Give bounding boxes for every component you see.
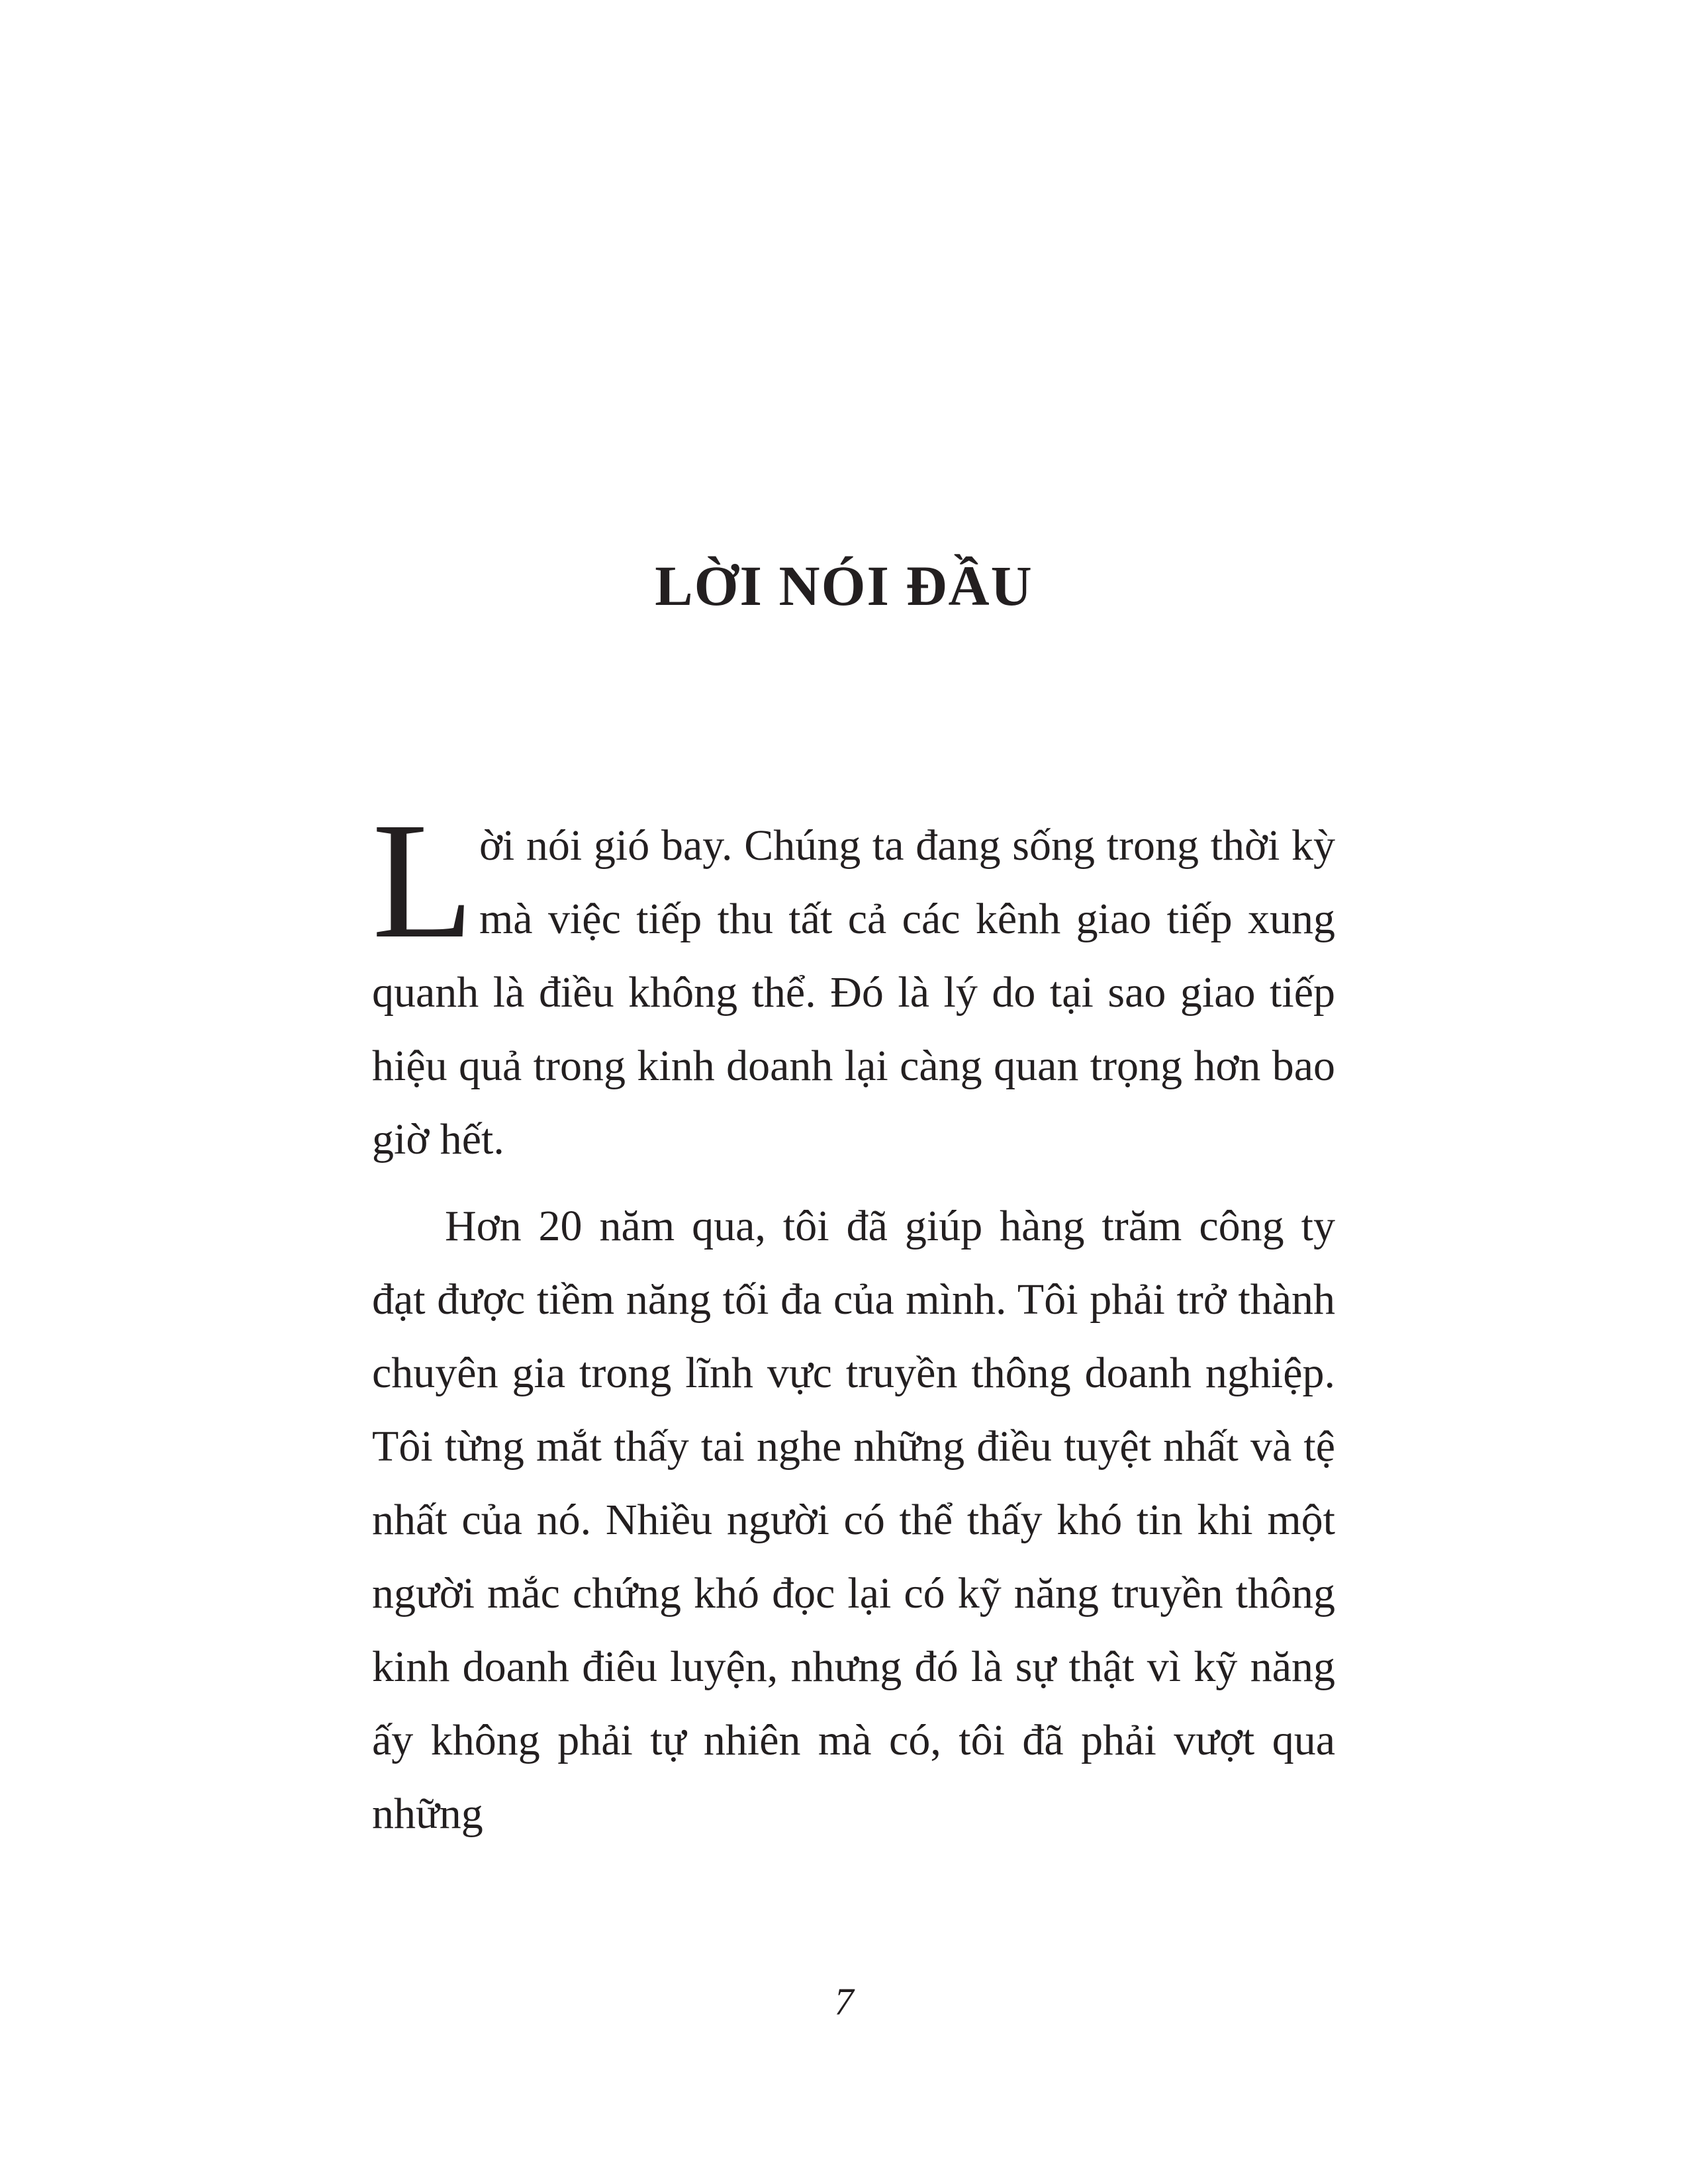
chapter-title: LỜI NÓI ĐẦU bbox=[655, 554, 1033, 617]
page-number: 7 bbox=[834, 1980, 854, 2023]
drop-cap: L bbox=[372, 788, 474, 973]
paragraph-second: Hơn 20 năm qua, tôi đã giúp hàng trăm công ty đạt được tiềm năng tối đa của mình. Tôi phải trở thành chuyên gia trong lĩnh vực truyền thông doanh nghiệp. Tôi từng mắt thấy tai nghe những điều tuyệt nhất và tệ nhất của nó. Nhiều người có thể thấy khó tin khi một người mắc chứng khó đọc lại có kỹ năng truyền thông kinh doanh điêu luyện, nhưng đó là sự thật vì kỹ năng ấy không phải tự nhiên mà có, tôi đã phải vượt qua những bbox=[372, 1202, 1335, 1838]
paragraph-intro bbox=[372, 788, 1335, 1176]
body-text bbox=[372, 788, 1335, 1850]
paragraph-intro-text: ời nói gió bay. Chúng ta đang sống trong thời kỳ mà việc tiếp thu tất cả các kênh giao tiếp xung quanh là điều không thể. Đó là lý do tại sao giao tiếp hiệu quả trong kinh doanh lại càng quan trọng hơn bao giờ hết. bbox=[372, 821, 1335, 1163]
